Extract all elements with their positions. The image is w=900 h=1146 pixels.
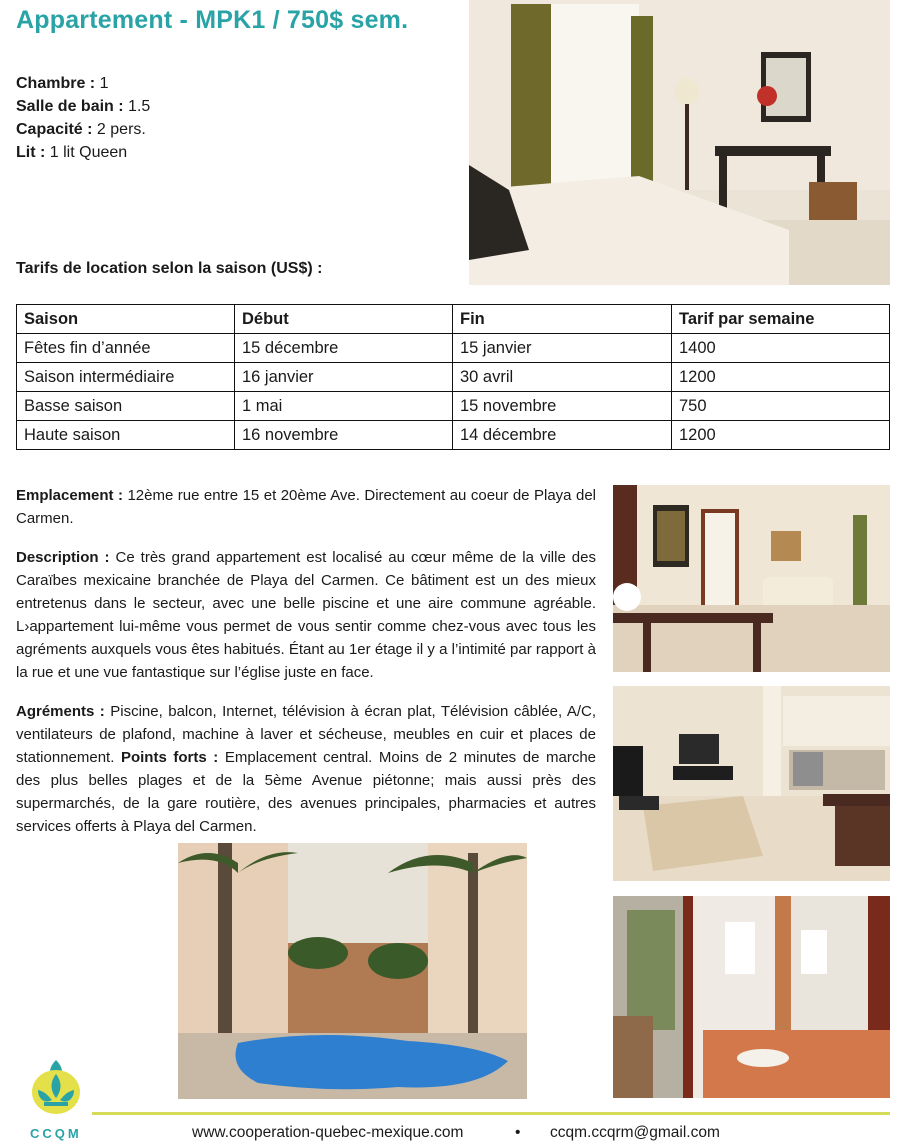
- column-header: Fin: [453, 305, 672, 334]
- fleur-de-lis-icon: [26, 1058, 86, 1122]
- description-text: Ce très grand appartement est localisé au cœur même de la ville des Caraïbes mexicaine branchée de Playa del Carmen. Ce bâtiment est un des mieux entretenus dans le secteur, avec une belle piscine et une aire commune agréable. L›appartement lui-même vous permet de vous sentir comme chez-vous avec tous les agréments auxquels vous êtes habitués. Étant au 1er étage il y a l’intimité par rapport à la rue et une vue fantastique sur l’église juste en face.: [16, 549, 596, 681]
- strengths-text: Emplacement central. Moins de 2 minutes de marche des plus belles plages et de la 5ème Avenue piétonne; mais aussi près des supermarchés, de la gare routière, des avenues principales, pharmacies et autres services offerts à Playa del Carmen.: [16, 749, 597, 835]
- table-cell: 15 novembre: [453, 392, 672, 421]
- table-cell: 16 janvier: [235, 363, 453, 392]
- footer-rule: [92, 1112, 890, 1115]
- column-header: Saison: [17, 305, 235, 334]
- column-header: Tarif par semaine: [672, 305, 890, 334]
- bathroom-photo: [613, 896, 890, 1098]
- strengths-label: Points forts :: [120, 749, 219, 766]
- table-cell: 15 décembre: [235, 334, 453, 363]
- table-row: [17, 334, 890, 363]
- table-cell: 15 janvier: [453, 334, 672, 363]
- bedroom-photo: [469, 0, 890, 285]
- table-row: [17, 392, 890, 421]
- table-row: [17, 421, 890, 450]
- table-cell: 30 avril: [453, 363, 672, 392]
- table-cell: 750: [672, 392, 890, 421]
- table-cell: Basse saison: [17, 392, 235, 421]
- apartment-specs: [16, 72, 150, 164]
- table-cell: 1 mai: [235, 392, 453, 421]
- rates-heading: Tarifs de location selon la saison (US$) :: [16, 260, 323, 277]
- rates-table: [16, 304, 890, 450]
- ccqm-logo: [26, 1058, 86, 1122]
- description-label: Description :: [16, 549, 110, 566]
- table-cell: 14 décembre: [453, 421, 672, 450]
- pool-photo: [178, 843, 527, 1099]
- page-title: Appartement - MPK1 / 750$ sem.: [16, 6, 409, 34]
- location-label: Emplacement :: [16, 487, 123, 504]
- location-paragraph: [16, 484, 596, 530]
- amenities-paragraph: [16, 700, 596, 838]
- spec-bedroom: Chambre : 1: [16, 75, 109, 92]
- table-header-row: [17, 305, 890, 334]
- table-cell: Saison intermédiaire: [17, 363, 235, 392]
- table-cell: 1200: [672, 363, 890, 392]
- amenities-label: Agréments :: [16, 703, 105, 720]
- spec-bathroom: Salle de bain : 1.5: [16, 98, 151, 115]
- table-cell: Fêtes fin d’année: [17, 334, 235, 363]
- website-link[interactable]: www.cooperation-quebec-mexique.com: [192, 1124, 464, 1141]
- spec-bed: Lit : 1 lit Queen: [16, 144, 128, 161]
- logo-text: CCQM: [30, 1126, 82, 1141]
- column-header: Début: [235, 305, 453, 334]
- table-cell: 1400: [672, 334, 890, 363]
- kitchen-photo: [613, 686, 890, 881]
- spec-capacity: Capacité : 2 pers.: [16, 121, 146, 138]
- description-paragraph: [16, 546, 596, 684]
- table-row: [17, 363, 890, 392]
- email-link[interactable]: ccqm.ccqrm@gmail.com: [550, 1124, 720, 1141]
- location-text: 12ème rue entre 15 et 20ème Ave. Directement au coeur de Playa del Carmen.: [16, 487, 596, 527]
- table-cell: Haute saison: [17, 421, 235, 450]
- table-cell: 1200: [672, 421, 890, 450]
- footer-separator: •: [515, 1124, 521, 1141]
- table-cell: 16 novembre: [235, 421, 453, 450]
- living-room-photo: [613, 485, 890, 672]
- amenities-text: Piscine, balcon, Internet, télévision à écran plat, Télévision câblée, A/C, ventilateurs de plafond, machine à laver et sécheuse, meubles en cuir et places de stationnement.: [16, 703, 596, 766]
